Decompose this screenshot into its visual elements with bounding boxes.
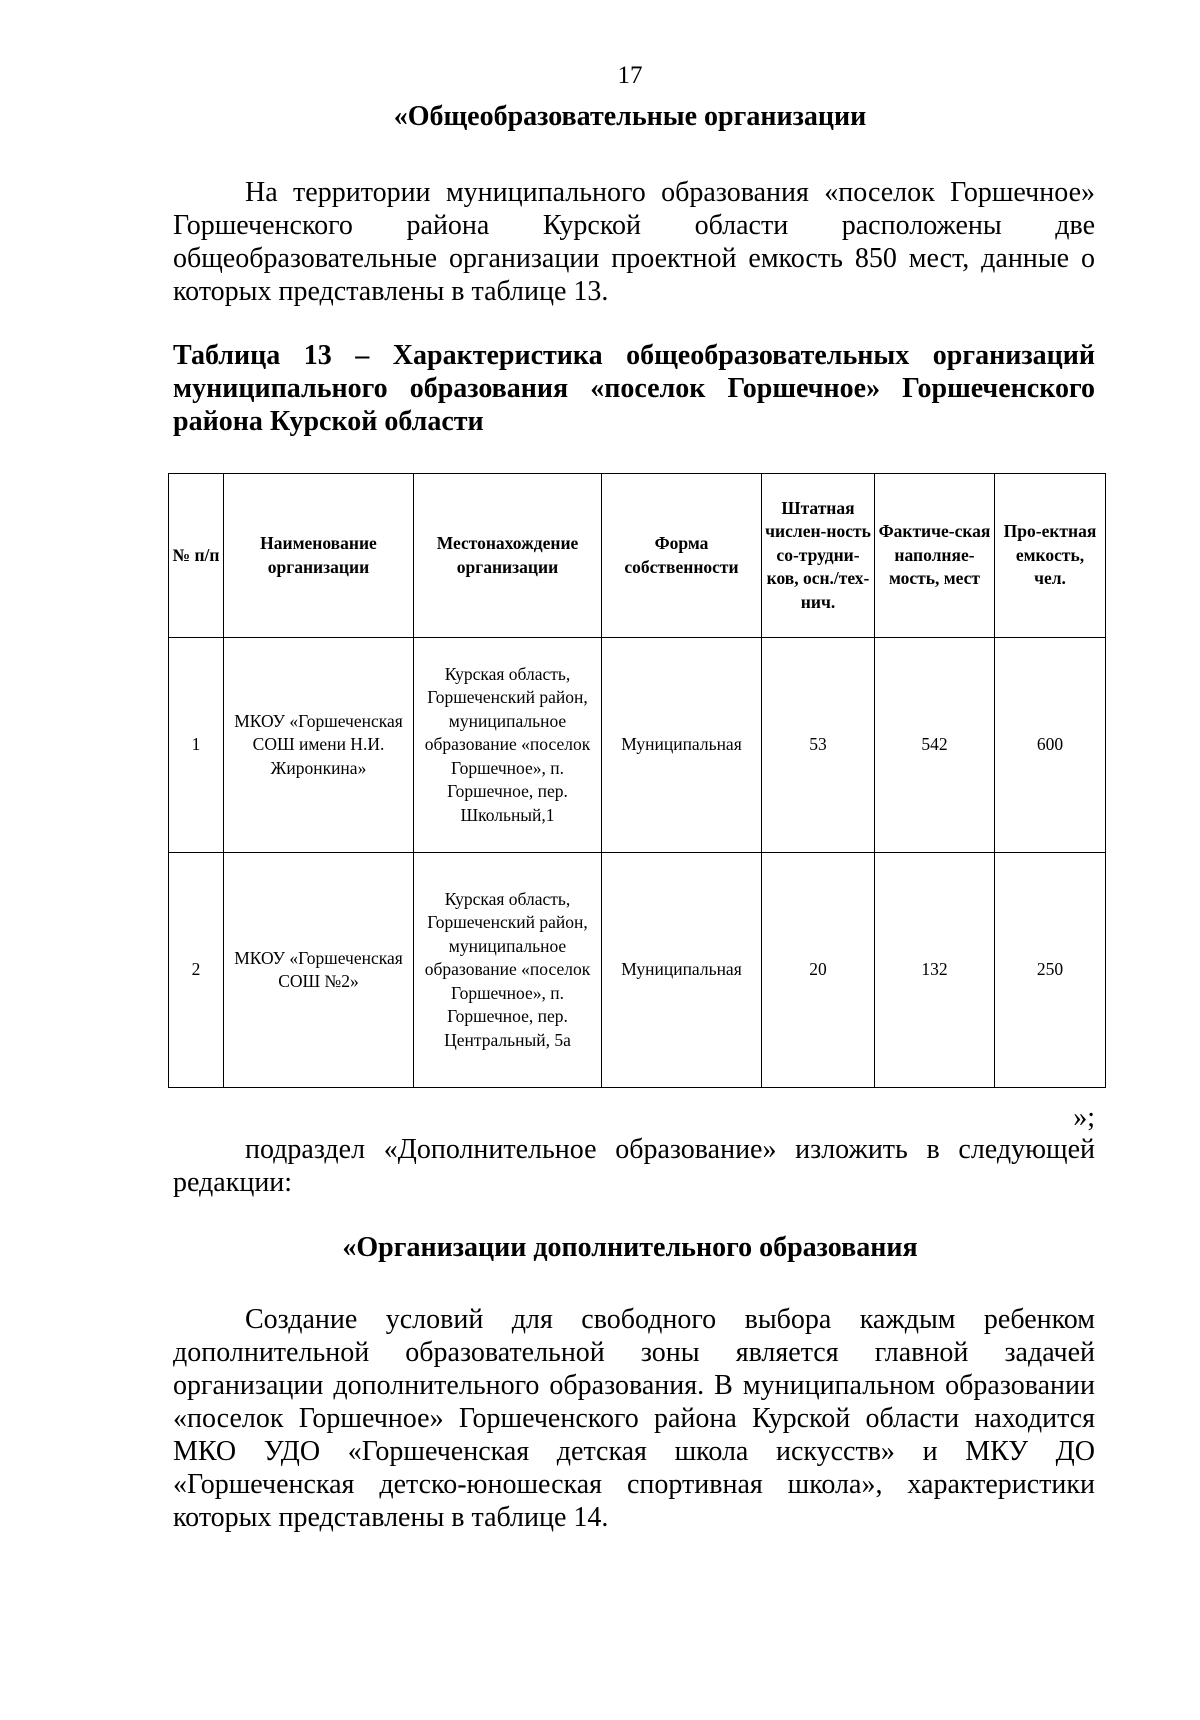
additional-education-paragraph: Создание условий для свободного выбора каждым ребенком дополнительной образовательной зоны является главной задачей организации дополнительного образования. В муниципальном образовании «поселок Горшечное» Горшеченского района Курской области находится МКО УДО «Горшеченская детская школа искусств» и МКУ ДО «Горшеченская детско-юношеская спортивная школа», характеристики которых представлены в таблице 14. (173, 1304, 1095, 1533)
closing-quote: »; (1073, 1102, 1095, 1133)
cell-ownership: Муниципальная (602, 638, 762, 853)
cell-name: МКОУ «Горшеченская СОШ №2» (224, 853, 414, 1088)
header-cell-staff: Штатная числен-ность со-трудни-ков, осн./тех-нич. (762, 474, 875, 638)
header-cell-number: № п/п (169, 474, 224, 638)
cell-name: МКОУ «Горшеченская СОШ имени Н.И. Жиронкина» (224, 638, 414, 853)
header-cell-design-capacity: Про-ектная емкость, чел. (995, 474, 1106, 638)
cell-design-capacity: 600 (995, 638, 1106, 853)
cell-ownership: Муниципальная (602, 853, 762, 1088)
header-cell-actual-occupancy: Фактиче-ская наполняе-мость, мест (875, 474, 995, 638)
header-cell-ownership: Форма собственности (602, 474, 762, 638)
cell-staff: 53 (762, 638, 875, 853)
section-heading-additional-education: «Организации дополнительного образования (342, 1232, 918, 1263)
cell-actual-occupancy: 542 (875, 638, 995, 853)
cell-number: 2 (169, 853, 224, 1088)
cell-actual-occupancy: 132 (875, 853, 995, 1088)
cell-location: Курская область, Горшеченский район, муниципальное образование «поселок Горшечное», п. Горшечное, пер. Школьный,1 (414, 638, 602, 853)
cell-location: Курская область, Горшеченский район, муниципальное образование «поселок Горшечное», п. Горшечное, пер. Центральный, 5а (414, 853, 602, 1088)
cell-design-capacity: 250 (995, 853, 1106, 1088)
table-row (169, 638, 1106, 853)
intro-paragraph: На территории муниципального образования «поселок Горшечное» Горшеченского района Курской области расположены две общеобразовательные организации проектной емкость 850 мест, данные о которых представлены в таблице 13. (173, 177, 1095, 307)
cell-number: 1 (169, 638, 224, 853)
instruction-paragraph: подраздел «Дополнительное образование» изложить в следующей редакции: (173, 1134, 1095, 1198)
table-header-row (169, 474, 1106, 638)
page-number: 17 (617, 62, 643, 89)
table-row (169, 853, 1106, 1088)
table-13-caption: Таблица 13 – Характеристика общеобразовательных организаций муниципального образования «поселок Горшечное» Горшеченского района Курской области (173, 340, 1095, 437)
header-cell-name: Наименование организации (224, 474, 414, 638)
section-heading-general-education: «Общеобразовательные организации (393, 101, 867, 132)
cell-staff: 20 (762, 853, 875, 1088)
header-cell-location: Местонахождение организации (414, 474, 602, 638)
table-13 (168, 473, 1106, 1088)
